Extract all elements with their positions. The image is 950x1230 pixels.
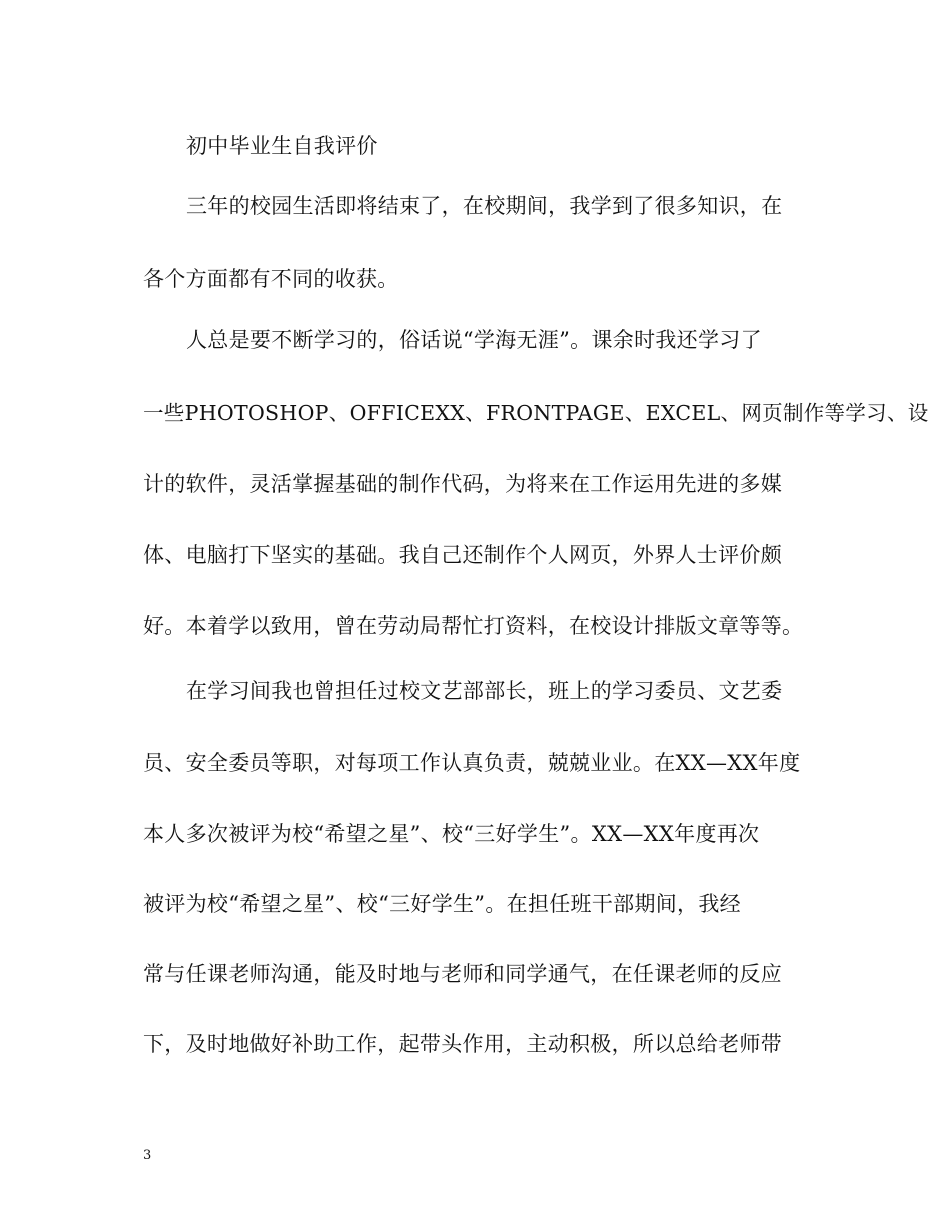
paragraph-line: 体、电脑打下坚实的基础。我自己还制作个人网页，外界人士评价颇 (143, 543, 782, 567)
paragraph-line: 一些PHOTOSHOP、OFFICEXX、FRONTPAGE、EXCEL、网页制作等学习、设 (143, 401, 929, 425)
document-title: 初中毕业生自我评价 (186, 134, 378, 158)
paragraph-line: 好。本着学以致用，曾在劳动局帮忙打资料，在校设计排版文章等等。 (143, 614, 804, 638)
paragraph-line: 三年的校园生活即将结束了，在校期间，我学到了很多知识，在 (186, 194, 783, 218)
paragraph-line: 各个方面都有不同的收获。 (143, 267, 399, 291)
paragraph-line: 下，及时地做好补助工作，起带头作用，主动积极，所以总给老师带 (143, 1032, 782, 1056)
paragraph-line: 常与任课老师沟通，能及时地与老师和同学通气，在任课老师的反应 (143, 962, 782, 986)
paragraph-line: 本人多次被评为校“希望之星”、校“三好学生”。XX—XX年度再次 (143, 822, 760, 846)
paragraph-line: 计的软件，灵活掌握基础的制作代码，为将来在工作运用先进的多媒 (143, 472, 782, 496)
page-number: 3 (143, 1148, 152, 1163)
paragraph-line: 员、安全委员等职，对每项工作认真负责，兢兢业业。在XX—XX年度 (143, 751, 801, 775)
paragraph-line: 人总是要不断学习的，俗话说“学海无涯”。课余时我还学习了 (186, 328, 762, 352)
paragraph-line: 在学习间我也曾担任过校文艺部部长，班上的学习委员、文艺委 (186, 679, 783, 703)
paragraph-line: 被评为校“希望之星”、校“三好学生”。在担任班干部期间，我经 (143, 892, 741, 916)
